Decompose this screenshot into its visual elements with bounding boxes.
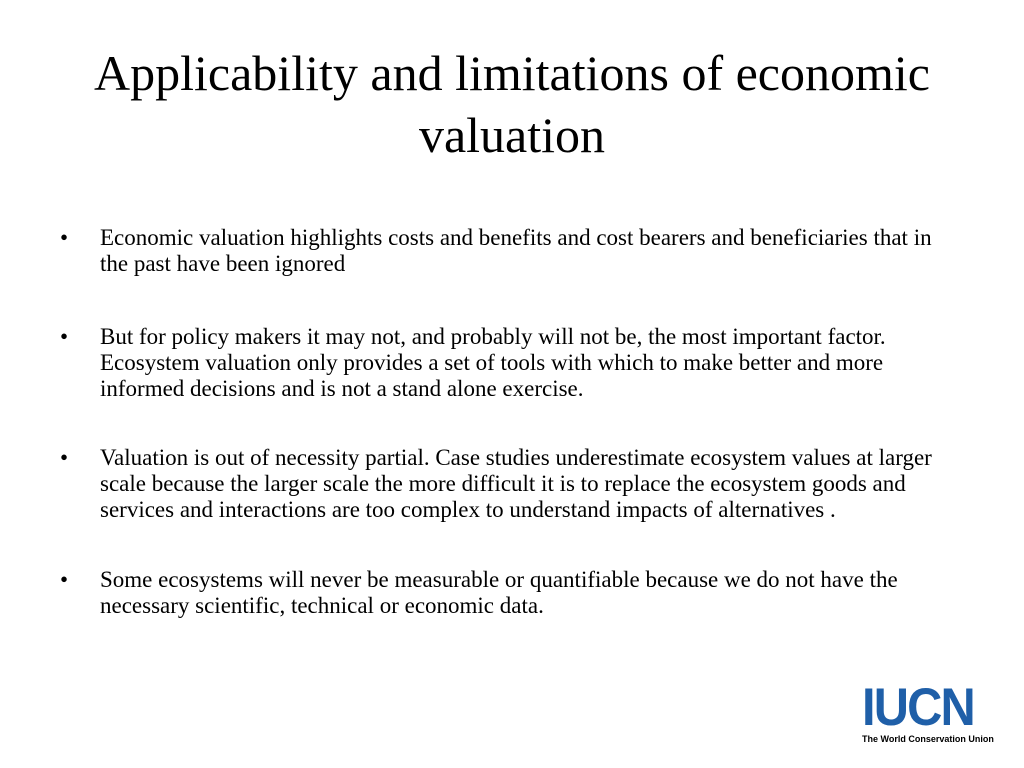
bullet-icon: • xyxy=(60,445,69,470)
bullet-item xyxy=(60,324,960,402)
logo-wordmark: IUCN xyxy=(862,678,974,737)
bullet-text: Economic valuation highlights costs and benefits and cost bearers and beneficiaries that in the past have been ignored xyxy=(100,225,932,276)
bullet-icon: • xyxy=(60,324,69,349)
bullet-icon: • xyxy=(60,225,69,250)
bullet-item xyxy=(60,445,960,523)
bullet-icon: • xyxy=(60,567,69,592)
bullet-text: Some ecosystems will never be measurable or quantifiable because we do not have the necessary scientific, technical or economic data. xyxy=(100,567,898,618)
bullet-text: But for policy makers it may not, and probably will not be, the most important factor. Ecosystem valuation only provides a set of tools with which to make better and more informed decisions and is not a stand alone exercise. xyxy=(100,324,886,401)
bullet-list xyxy=(60,225,960,619)
bullet-text: Valuation is out of necessity partial. Case studies underestimate ecosystem values at larger scale because the larger scale the more difficult it is to replace the ecosystem goods and services and interactions are too complex to understand impacts of alternatives . xyxy=(100,445,932,522)
slide-title: Applicability and limitations of economic valuation xyxy=(94,45,930,163)
bullet-item xyxy=(60,567,960,619)
bullet-item xyxy=(60,225,960,277)
iucn-logo xyxy=(862,678,1002,746)
logo-tagline: The World Conservation Union xyxy=(862,734,994,744)
